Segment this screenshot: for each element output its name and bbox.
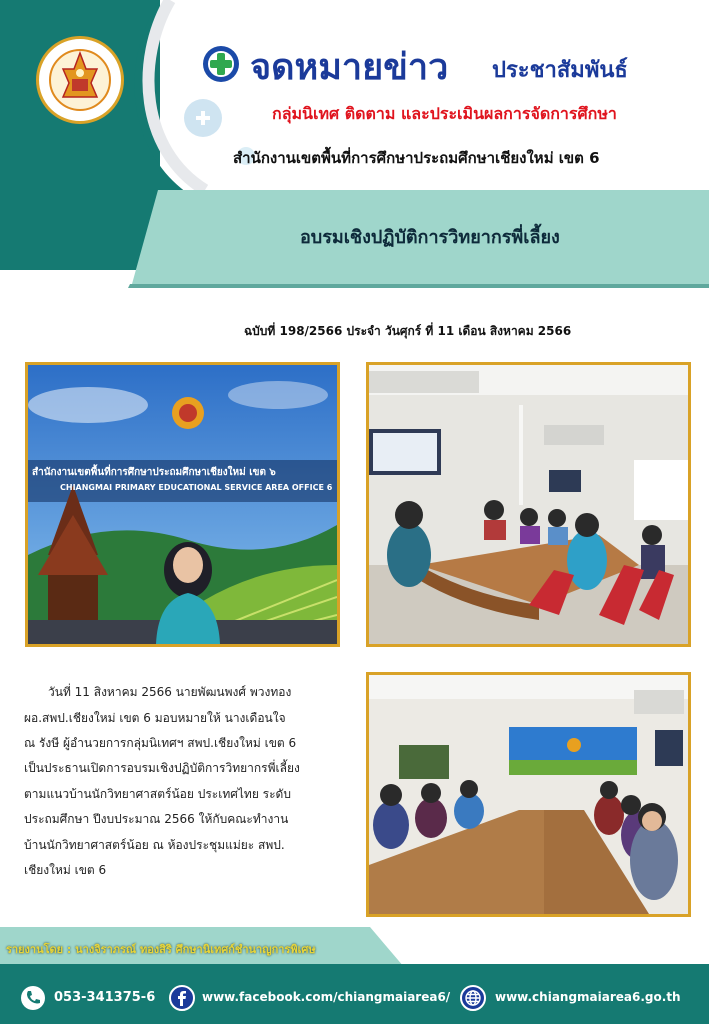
- article-line: ผอ.สพป.เชียงใหม่ เขต 6 มอบหมายให้ นางเดือนใจ: [24, 711, 286, 725]
- article-line: เป็นประธานเปิดการอบรมเชิงปฏิบัติการวิทยากรพี่เลี้ยง: [24, 761, 300, 775]
- phone-icon[interactable]: [21, 986, 45, 1010]
- photo-meeting-participants: [366, 672, 691, 917]
- article-line: บ้านนักวิทยาศาสตร์น้อย ณ ห้องประชุมแม่ยะ สพป.: [24, 838, 285, 852]
- facebook-icon[interactable]: [169, 985, 195, 1011]
- group-name: กลุ่มนิเทศ ติดตาม และประเมินผลการจัดการศึกษา: [272, 104, 617, 123]
- article-line: เชียงใหม่ เขต 6: [24, 863, 107, 877]
- photo-opening-speaker: [25, 362, 340, 647]
- photo-sign-thai: สำนักงานเขตพื้นที่การศึกษาประถมศึกษาเชียงใหม่ เขต ๖: [32, 467, 276, 478]
- photo-sign-english: CHIANGMAI PRIMARY EDUCATIONAL SERVICE AREA OFFICE 6: [60, 483, 333, 492]
- reporter-line: รายงานโดย : นางจิราภรณ์ ทองสิริ ศึกษานิเทศก์ชำนาญการพิเศษ: [6, 943, 316, 956]
- article-line: ตามแนวบ้านนักวิทยาศาสตร์น้อย ประเทศไทย ระดับ: [24, 787, 291, 801]
- office-name: สำนักงานเขตพื้นที่การศึกษาประถมศึกษาเชียงใหม่ เขต 6: [233, 149, 600, 167]
- footer-facebook[interactable]: www.facebook.com/chiangmaiarea6/: [202, 990, 451, 1004]
- footer-phone[interactable]: 053-341375-6: [54, 990, 156, 1005]
- article-line: วันที่ 11 สิงหาคม 2566 นายพัฒนพงศ์ พวงทอง: [48, 685, 292, 699]
- globe-icon[interactable]: [460, 985, 486, 1011]
- photo-meeting-room: [366, 362, 691, 647]
- newsletter-subtitle: ประชาสัมพันธ์: [492, 58, 628, 83]
- article-line: ณ รังษี ผู้อำนวยการกลุ่มนิเทศฯ สพป.เชียงใหม่ เขต 6: [24, 736, 297, 750]
- issue-line: ฉบับที่ 198/2566 ประจำ วันศุกร์ ที่ 11 เดือน สิงหาคม 2566: [244, 324, 572, 338]
- newsletter-title: จดหมายข่าว: [250, 47, 449, 88]
- banner-title: อบรมเชิงปฏิบัติการวิทยากรพี่เลี้ยง: [300, 227, 560, 248]
- footer-website[interactable]: www.chiangmaiarea6.go.th: [495, 990, 681, 1004]
- article-line: ประถมศึกษา ปีงบประมาณ 2566 ให้กับคณะทำงาน: [24, 812, 289, 826]
- plus-cross-icon: [202, 45, 240, 83]
- office-emblem-logo: [36, 36, 124, 124]
